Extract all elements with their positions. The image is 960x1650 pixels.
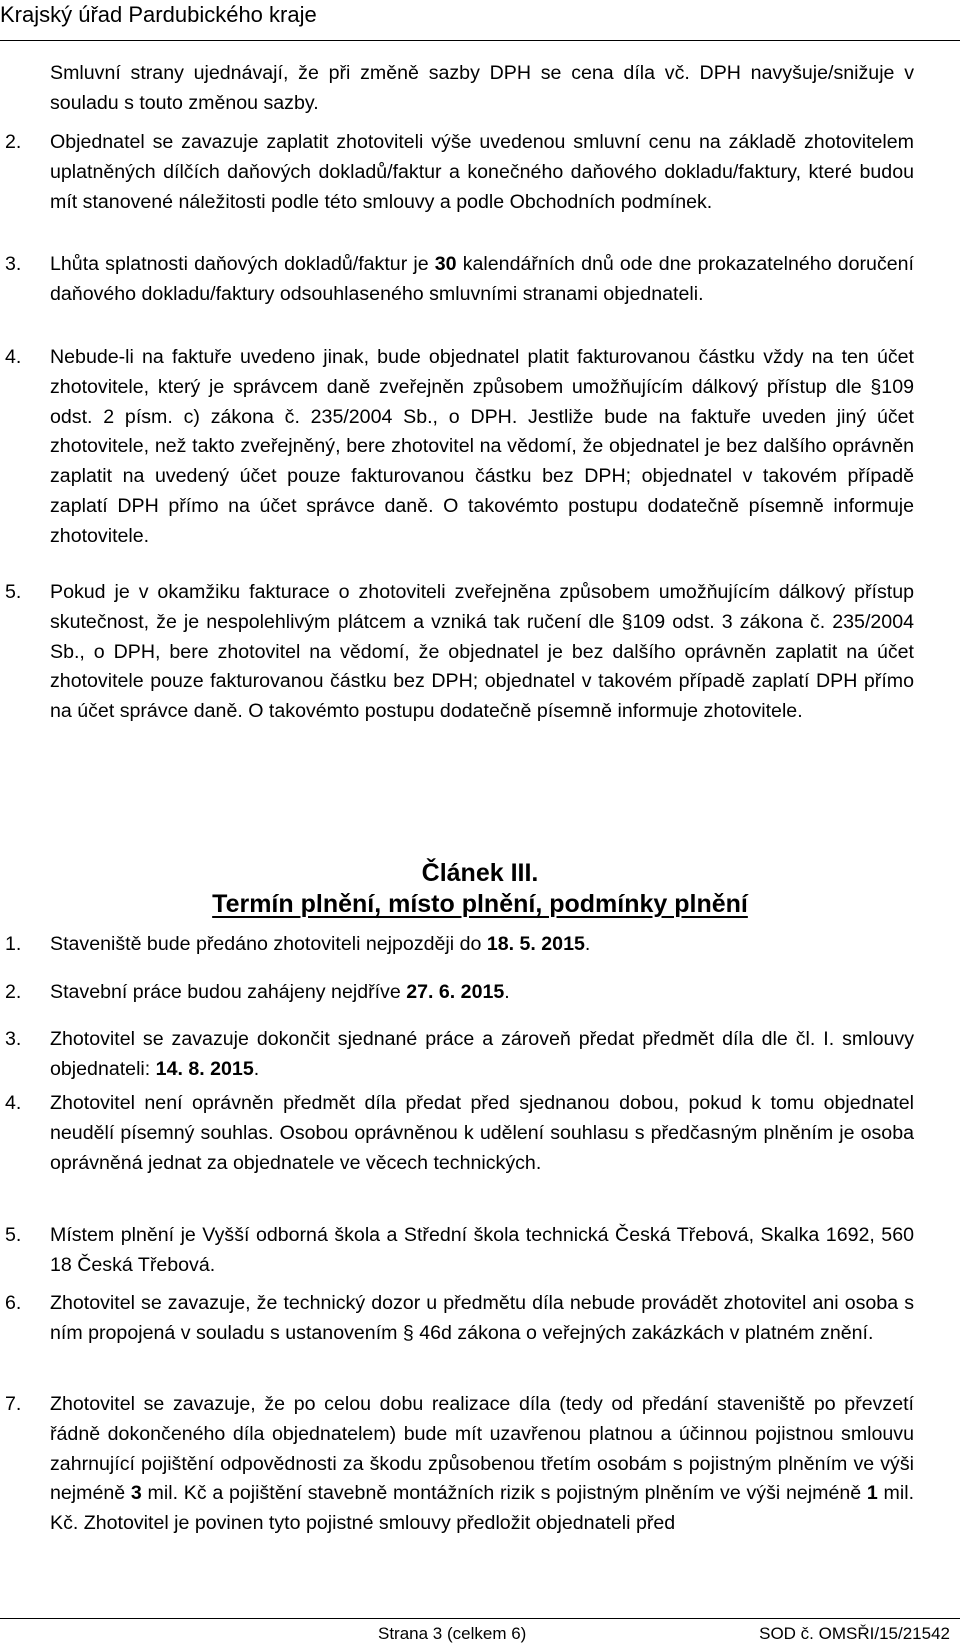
item-number: 2. (5, 981, 22, 1003)
item-text: Zhotovitel není oprávněn předmět díla předat před sjednanou dobou, pokud k tomu objednatel neudělí písemný souhlas. Osobou oprávněnou k udělení souhlasu s předčasným plněním je osoba oprávněná jednat za objednatele ve věcech technických. (50, 1092, 914, 1174)
item-number: 1. (5, 933, 22, 955)
page-header (0, 0, 960, 41)
bold-value: 30 (434, 253, 457, 275)
item-text: Místem plnění je Vyšší odborná škola a Střední škola technická Česká Třebová, Skalka 1692, 560 18 Česká Třebová. (50, 1224, 914, 1276)
text-part: mil. Kč. Zhotovitel je povinen tyto pojistné smlouvy předložit objednateli před (50, 1482, 915, 1535)
bold-value: 14. 8. 2015 (155, 1057, 254, 1080)
article-subtitle (0, 888, 960, 920)
text-part: Stavební práce budou zahájeny nejdříve (50, 981, 407, 1003)
item-text: Nebude-li na faktuře uvedeno jinak, bude objednatel platit fakturovanou částku vždy na ten účet zhotovitele, který je správcem daně zveřejněn způsobem umožňujícím dálkový přístup dle §109 odst. 2 písm. c) zákona č. 235/2004 Sb., o DPH. Jestliže bude na faktuře uveden jiný účet zhotovitele, než takto zveřejněný, bere zhotovitel na vědomí, že objednatel je bez dalšího oprávněn zaplatit na uvedený účet pouze fakturovanou částku bez DPH; objednatel v takovém případě zaplatí DPH přímo na účet správce daně. O takovémto postupu dodatečně písemně informuje zhotovitele. (50, 346, 914, 547)
text-part: Lhůta splatnosti daňových dokladů/faktur je (50, 253, 435, 275)
bold-value: 27. 6. 2015 (406, 981, 505, 1003)
text-part: . (253, 1057, 260, 1080)
text-part: Staveniště bude předáno zhotoviteli nejpozději do (50, 933, 487, 955)
item-text (50, 1025, 914, 1085)
header-title: Krajský úřad Pardubického kraje (0, 2, 317, 27)
item-text (50, 250, 914, 310)
item-text: Objednatel se zavazuje zaplatit zhotoviteli výše uvedenou smluvní cenu na základě zhotovitelem uplatněných dílčích daňových dokladů/faktur a konečného daňového dokladu/faktury, které budou mít stanovené náležitosti podle této smlouvy a podle Obchodních podmínek. (50, 131, 914, 213)
item-number: 4. (5, 346, 22, 368)
item-number: 3. (5, 1028, 22, 1050)
page-footer (0, 1618, 960, 1650)
item-text (50, 1390, 914, 1539)
item-text: Zhotovitel se zavazuje, že technický dozor u předmětu díla nebude provádět zhotovitel ani osoba s ním propojená v souladu s ustanovením § 46d zákona o veřejných zakázkách v platném znění. (50, 1292, 914, 1344)
item-number: 4. (5, 1092, 22, 1114)
text-part: Zhotovitel se zavazuje dokončit sjednané práce a zároveň předat předmět díla dle čl. I. smlouvy objednateli: (50, 1028, 914, 1080)
item-number: 3. (5, 253, 22, 275)
item-text (50, 978, 914, 1008)
document-reference: SOD č. OMSŘI/15/21542 (759, 1624, 950, 1643)
text-part: kalendářních dnů ode dne prokazatelného doručení daňového dokladu/faktury odsouhlaseného smluvními stranami objednateli. (50, 253, 914, 305)
page-number: Strana 3 (celkem 6) (378, 1624, 527, 1643)
item-text: Pokud je v okamžiku fakturace o zhotoviteli zveřejněna způsobem umožňujícím dálkový přístup skutečnost, že je nespolehlivým plátcem a vzniká tak ručení dle §109 odst. 3 zákona č. 235/2004 Sb., o DPH, bere zhotovitel na vědomí, že objednatel je bez dalšího oprávněn zaplatit na účet zhotovitele pouze fakturovanou částku bez DPH; objednatel v takovém případě zaplatí DPH přímo na účet správce daně. O takovémto postupu dodatečně písemně informuje zhotovitele. (50, 581, 914, 723)
bold-value: 18. 5. 2015 (486, 933, 585, 955)
bold-value: 3 (130, 1482, 142, 1505)
item-number: 2. (5, 131, 22, 153)
item-number: 6. (5, 1292, 22, 1314)
intro-paragraph: Smluvní strany ujednávají, že při změně sazby DPH se cena díla vč. DPH navyšuje/snižuje v souladu s touto změnou sazby. (50, 62, 914, 114)
item-number: 5. (5, 1224, 22, 1246)
bold-value: 1 (866, 1482, 878, 1505)
item-number: 5. (5, 581, 22, 603)
article-subtitle-text: Termín plnění, místo plnění, podmínky plnění (212, 890, 748, 918)
text-part: mil. Kč a pojištění stavebně montážních rizik s pojistným plněním ve výši nejméně (141, 1482, 867, 1505)
article-title: Článek III. (421, 859, 539, 887)
item-text (50, 930, 914, 960)
text-part: Zhotovitel se zavazuje, že po celou dobu realizace díla (tedy od předání staveniště po převzetí řádně dokončeného díla objednatelem) bude mít uzavřenou platnou a účinnou pojistnou smlouvu zahrnující pojištění odpovědnosti za škodu způsobenou třetím osobám s pojistným plněním ve výši nejméně (50, 1393, 914, 1505)
item-number: 7. (5, 1393, 22, 1415)
text-part: . (504, 981, 510, 1003)
text-part: . (584, 933, 591, 955)
